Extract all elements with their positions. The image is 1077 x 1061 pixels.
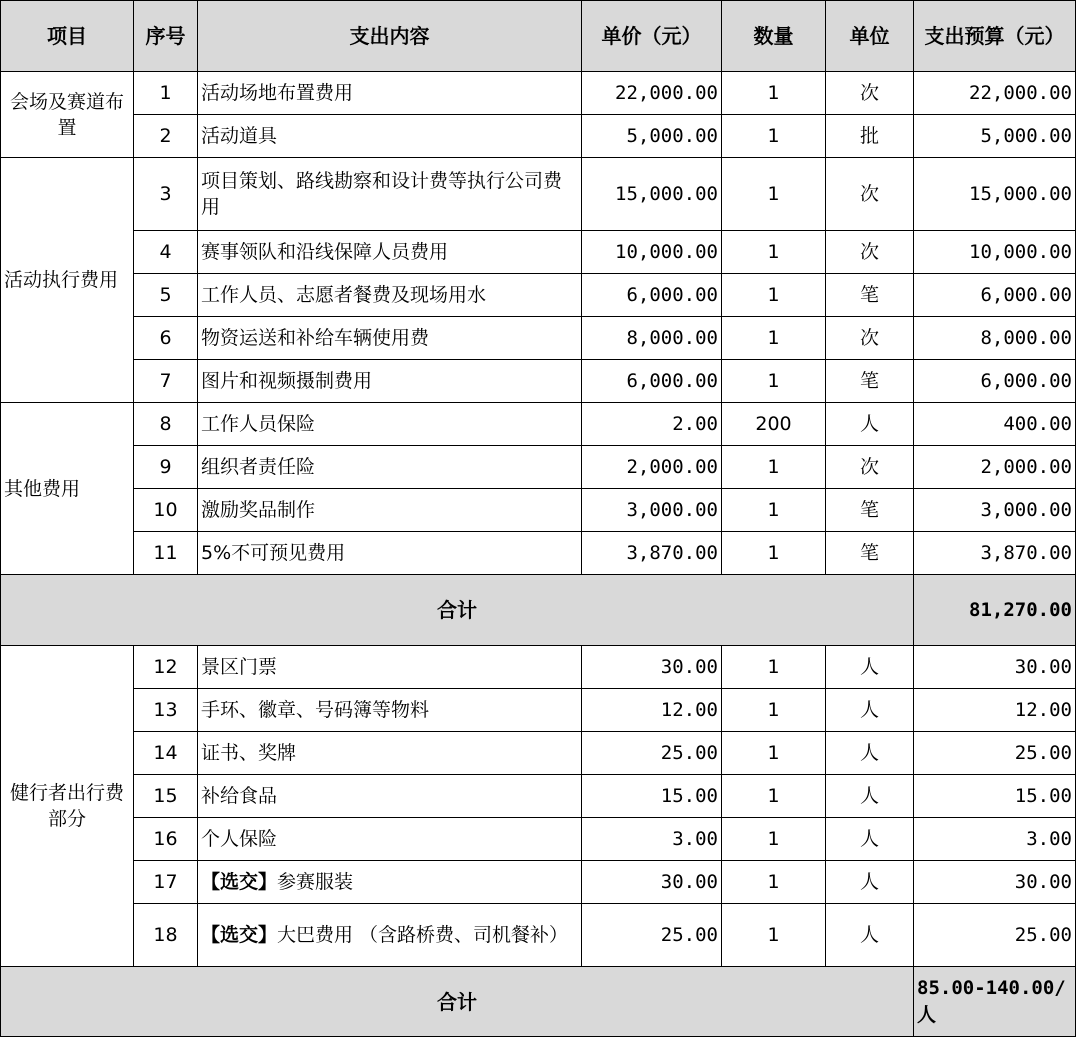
row-no: 18 [134, 904, 198, 967]
row-unit: 次 [826, 72, 914, 115]
row-qty: 1 [722, 818, 826, 861]
row-content: 工作人员保险 [198, 403, 582, 446]
table-row [1, 274, 1076, 317]
row-price: 2,000.00 [582, 446, 722, 489]
header-content: 支出内容 [198, 1, 582, 72]
row-price: 5,000.00 [582, 115, 722, 158]
header-no: 序号 [134, 1, 198, 72]
row-qty: 200 [722, 403, 826, 446]
row-price: 25.00 [582, 904, 722, 967]
row-budget: 3.00 [914, 818, 1076, 861]
row-content: 图片和视频摄制费用 [198, 360, 582, 403]
row-qty: 1 [722, 689, 826, 732]
row-unit: 人 [826, 775, 914, 818]
row-price: 6,000.00 [582, 360, 722, 403]
table-row [1, 689, 1076, 732]
row-unit: 人 [826, 689, 914, 732]
row-content: 手环、徽章、号码簿等物料 [198, 689, 582, 732]
row-qty: 1 [722, 532, 826, 575]
row-price: 30.00 [582, 646, 722, 689]
row-price: 3.00 [582, 818, 722, 861]
row-budget: 15,000.00 [914, 158, 1076, 231]
row-no: 3 [134, 158, 198, 231]
row-content: 个人保险 [198, 818, 582, 861]
row-unit: 笔 [826, 274, 914, 317]
row-content: 物资运送和补给车辆使用费 [198, 317, 582, 360]
row-budget: 5,000.00 [914, 115, 1076, 158]
total-label: 合计 [1, 575, 914, 646]
row-price: 30.00 [582, 861, 722, 904]
row-no: 6 [134, 317, 198, 360]
header-unit-price: 单价（元） [582, 1, 722, 72]
row-qty: 1 [722, 115, 826, 158]
table-row [1, 231, 1076, 274]
table-row [1, 904, 1076, 967]
row-no: 14 [134, 732, 198, 775]
row-content: 活动道具 [198, 115, 582, 158]
row-content: 激励奖品制作 [198, 489, 582, 532]
row-qty: 1 [722, 775, 826, 818]
row-content: 工作人员、志愿者餐费及现场用水 [198, 274, 582, 317]
table-row [1, 360, 1076, 403]
row-budget: 6,000.00 [914, 274, 1076, 317]
row-content: 项目策划、路线勘察和设计费等执行公司费用 [198, 158, 582, 231]
optional-tag: 【选交】 [201, 871, 278, 893]
total-label: 合计 [1, 967, 914, 1037]
row-price: 8,000.00 [582, 317, 722, 360]
row-qty: 1 [722, 360, 826, 403]
header-unit: 单位 [826, 1, 914, 72]
row-no: 4 [134, 231, 198, 274]
total-row [1, 575, 1076, 646]
row-qty: 1 [722, 904, 826, 967]
table-row [1, 403, 1076, 446]
row-budget: 15.00 [914, 775, 1076, 818]
table-row [1, 158, 1076, 231]
category-venue: 会场及赛道布置 [1, 72, 134, 158]
row-no: 16 [134, 818, 198, 861]
row-unit: 次 [826, 158, 914, 231]
category-execution: 活动执行费用 [1, 158, 134, 403]
row-content: 赛事领队和沿线保障人员费用 [198, 231, 582, 274]
row-unit: 笔 [826, 532, 914, 575]
row-unit: 人 [826, 861, 914, 904]
row-budget: 400.00 [914, 403, 1076, 446]
row-no: 1 [134, 72, 198, 115]
row-content-text: 参赛服装 [277, 871, 354, 893]
row-qty: 1 [722, 72, 826, 115]
row-no: 5 [134, 274, 198, 317]
row-unit: 人 [826, 646, 914, 689]
row-unit: 人 [826, 818, 914, 861]
row-no: 11 [134, 532, 198, 575]
row-content [198, 861, 582, 904]
table-row [1, 818, 1076, 861]
row-content: 5%不可预见费用 [198, 532, 582, 575]
table-row [1, 115, 1076, 158]
row-no: 9 [134, 446, 198, 489]
row-price: 12.00 [582, 689, 722, 732]
row-no: 12 [134, 646, 198, 689]
row-budget: 3,870.00 [914, 532, 1076, 575]
row-unit: 批 [826, 115, 914, 158]
row-price: 3,000.00 [582, 489, 722, 532]
row-qty: 1 [722, 231, 826, 274]
row-qty: 1 [722, 861, 826, 904]
row-content-text: 大巴费用 （含路桥费、司机餐补） [277, 924, 569, 946]
row-budget: 30.00 [914, 861, 1076, 904]
header-row [1, 1, 1076, 72]
row-budget: 3,000.00 [914, 489, 1076, 532]
table-row [1, 861, 1076, 904]
row-price: 22,000.00 [582, 72, 722, 115]
row-content [198, 904, 582, 967]
row-no: 2 [134, 115, 198, 158]
table-row [1, 532, 1076, 575]
category-participant: 健行者出行费部分 [1, 646, 134, 967]
table-row [1, 317, 1076, 360]
row-budget: 8,000.00 [914, 317, 1076, 360]
row-qty: 1 [722, 317, 826, 360]
row-price: 15,000.00 [582, 158, 722, 231]
row-qty: 1 [722, 646, 826, 689]
row-price: 15.00 [582, 775, 722, 818]
row-no: 13 [134, 689, 198, 732]
row-qty: 1 [722, 489, 826, 532]
row-unit: 次 [826, 317, 914, 360]
row-no: 7 [134, 360, 198, 403]
table-row [1, 646, 1076, 689]
row-budget: 30.00 [914, 646, 1076, 689]
table-row [1, 732, 1076, 775]
row-content: 景区门票 [198, 646, 582, 689]
row-unit: 笔 [826, 360, 914, 403]
table-row [1, 446, 1076, 489]
row-price: 6,000.00 [582, 274, 722, 317]
row-budget: 25.00 [914, 732, 1076, 775]
row-budget: 25.00 [914, 904, 1076, 967]
optional-tag: 【选交】 [201, 924, 278, 946]
row-no: 10 [134, 489, 198, 532]
row-qty: 1 [722, 158, 826, 231]
row-budget: 2,000.00 [914, 446, 1076, 489]
total-value: 85.00-140.00/人 [914, 967, 1076, 1037]
row-budget: 12.00 [914, 689, 1076, 732]
row-price: 2.00 [582, 403, 722, 446]
row-qty: 1 [722, 732, 826, 775]
row-price: 25.00 [582, 732, 722, 775]
row-unit: 人 [826, 904, 914, 967]
table-row [1, 489, 1076, 532]
table-row [1, 72, 1076, 115]
row-no: 8 [134, 403, 198, 446]
row-unit: 人 [826, 732, 914, 775]
row-qty: 1 [722, 446, 826, 489]
row-qty: 1 [722, 274, 826, 317]
row-unit: 人 [826, 403, 914, 446]
row-price: 10,000.00 [582, 231, 722, 274]
row-no: 17 [134, 861, 198, 904]
row-content: 补给食品 [198, 775, 582, 818]
row-budget: 6,000.00 [914, 360, 1076, 403]
header-budget: 支出预算（元） [914, 1, 1076, 72]
row-unit: 笔 [826, 489, 914, 532]
category-other: 其他费用 [1, 403, 134, 575]
header-qty: 数量 [722, 1, 826, 72]
row-content: 组织者责任险 [198, 446, 582, 489]
row-no: 15 [134, 775, 198, 818]
header-category: 项目 [1, 1, 134, 72]
table-row [1, 775, 1076, 818]
row-unit: 次 [826, 231, 914, 274]
total-row [1, 967, 1076, 1037]
row-budget: 10,000.00 [914, 231, 1076, 274]
row-budget: 22,000.00 [914, 72, 1076, 115]
row-unit: 次 [826, 446, 914, 489]
row-content: 证书、奖牌 [198, 732, 582, 775]
row-price: 3,870.00 [582, 532, 722, 575]
total-value: 81,270.00 [914, 575, 1076, 646]
row-content: 活动场地布置费用 [198, 72, 582, 115]
